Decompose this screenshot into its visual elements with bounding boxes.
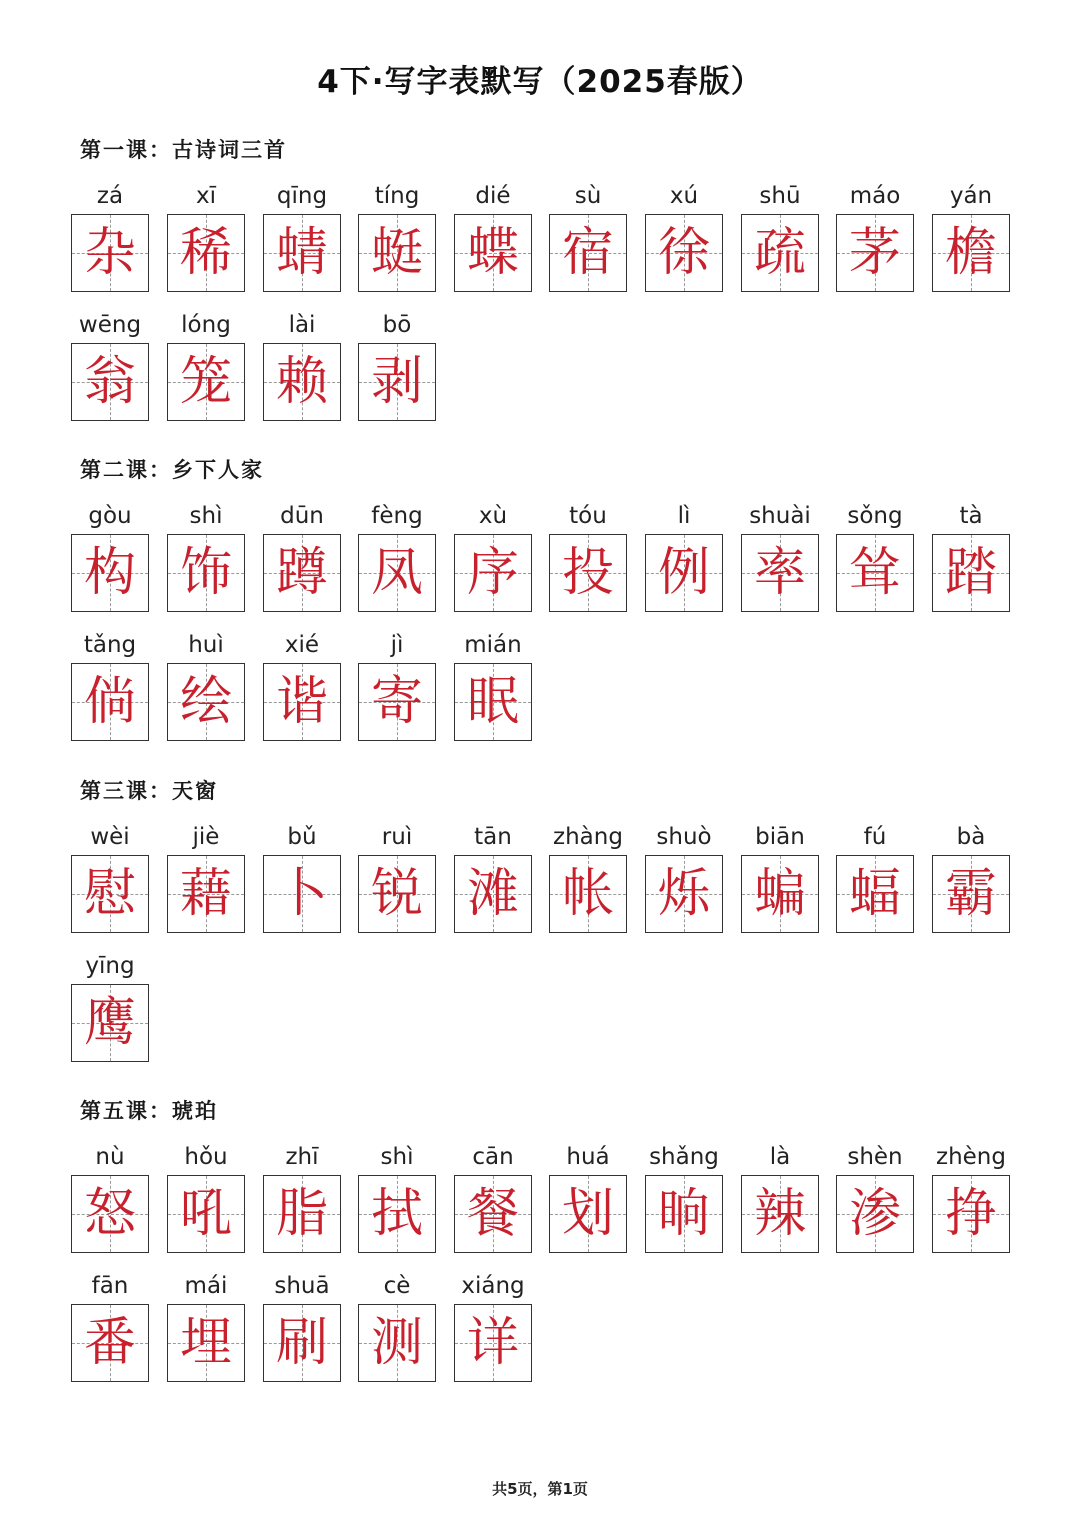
tianzige-box — [549, 534, 627, 612]
hanzi-character: 卜 — [275, 864, 328, 924]
lesson-heading: 第三课：天窗 — [80, 778, 218, 803]
hanzi-character: 辣 — [753, 1184, 806, 1244]
pinyin-label: shì — [380, 1144, 414, 1170]
tianzige-box — [645, 214, 723, 292]
hanzi-character: 例 — [657, 543, 710, 603]
hanzi-character: 餐 — [466, 1184, 519, 1244]
hanzi-character: 杂 — [83, 223, 136, 283]
pinyin-label: fèng — [371, 503, 423, 529]
pinyin-label: tān — [474, 824, 512, 850]
tianzige-box — [454, 214, 532, 292]
tianzige-box — [741, 1175, 819, 1253]
hanzi-character: 蝶 — [466, 223, 519, 283]
pinyin-label: sù — [574, 183, 602, 209]
hanzi-character: 倘 — [83, 672, 136, 732]
tianzige-box — [454, 663, 532, 741]
hanzi-character: 构 — [83, 543, 136, 603]
hanzi-character: 拭 — [370, 1184, 423, 1244]
page-footer: 共5页，第1页 — [492, 1480, 588, 1498]
pinyin-label: gòu — [88, 503, 132, 529]
pinyin-label: shuài — [749, 503, 811, 529]
hanzi-character: 渗 — [848, 1184, 901, 1244]
hanzi-character: 蝙 — [753, 864, 806, 924]
tianzige-box — [836, 214, 914, 292]
tianzige-box — [263, 214, 341, 292]
pinyin-label: bō — [382, 312, 412, 338]
pinyin-label: xù — [478, 503, 508, 529]
pinyin-label: jiè — [192, 824, 220, 850]
hanzi-character: 踏 — [944, 543, 997, 603]
tianzige-box — [263, 663, 341, 741]
hanzi-character: 疏 — [753, 223, 806, 283]
pinyin-label: xú — [669, 183, 699, 209]
hanzi-character: 檐 — [944, 223, 997, 283]
pinyin-label: qīng — [276, 183, 328, 209]
hanzi-character: 蝠 — [848, 864, 901, 924]
hanzi-character: 帐 — [561, 864, 614, 924]
pinyin-label: shū — [759, 183, 801, 209]
hanzi-character: 茅 — [848, 223, 901, 283]
tianzige-box — [549, 214, 627, 292]
hanzi-character: 藉 — [179, 864, 232, 924]
pinyin-label: shuā — [274, 1273, 330, 1299]
tianzige-box — [932, 214, 1010, 292]
tianzige-box — [358, 1175, 436, 1253]
pinyin-label: hǒu — [184, 1144, 228, 1170]
pinyin-label: lì — [677, 503, 691, 529]
tianzige-box — [358, 1304, 436, 1382]
tianzige-box — [71, 534, 149, 612]
pinyin-label: biān — [755, 824, 805, 850]
pinyin-label: là — [769, 1144, 791, 1170]
pinyin-label: fú — [863, 824, 887, 850]
hanzi-character: 稀 — [179, 223, 232, 283]
pinyin-label: wèi — [90, 824, 130, 850]
hanzi-character: 锐 — [370, 864, 423, 924]
tianzige-box — [71, 1175, 149, 1253]
pinyin-label: zhèng — [936, 1144, 1006, 1170]
pinyin-label: yán — [949, 183, 993, 209]
pinyin-label: zá — [96, 183, 124, 209]
hanzi-character: 谐 — [275, 672, 328, 732]
tianzige-box — [836, 534, 914, 612]
tianzige-box — [358, 214, 436, 292]
tianzige-box — [454, 1304, 532, 1382]
hanzi-character: 蜻 — [275, 223, 328, 283]
hanzi-character: 饰 — [179, 543, 232, 603]
tianzige-box — [454, 1175, 532, 1253]
tianzige-box — [741, 855, 819, 933]
tianzige-box — [932, 1175, 1010, 1253]
pinyin-label: xī — [195, 183, 216, 209]
lesson-heading: 第二课：乡下人家 — [80, 457, 264, 482]
tianzige-box — [358, 855, 436, 933]
hanzi-character: 霸 — [944, 864, 997, 924]
pinyin-label: shuò — [656, 824, 712, 850]
tianzige-box — [454, 534, 532, 612]
hanzi-character: 率 — [753, 543, 806, 603]
pinyin-label: mián — [464, 632, 522, 658]
hanzi-character: 序 — [466, 543, 519, 603]
tianzige-box — [71, 984, 149, 1062]
hanzi-character: 晌 — [657, 1184, 710, 1244]
pinyin-label: zhàng — [553, 824, 623, 850]
tianzige-box — [263, 1304, 341, 1382]
hanzi-character: 眠 — [466, 672, 519, 732]
pinyin-label: tǎng — [83, 632, 137, 658]
tianzige-box — [549, 855, 627, 933]
tianzige-box — [167, 343, 245, 421]
pinyin-label: cān — [472, 1144, 514, 1170]
hanzi-character: 宿 — [561, 223, 614, 283]
hanzi-character: 翁 — [83, 352, 136, 412]
pinyin-label: bǔ — [287, 824, 317, 850]
pinyin-label: tóu — [569, 503, 607, 529]
tianzige-box — [71, 663, 149, 741]
hanzi-character: 番 — [83, 1313, 136, 1373]
lesson-heading: 第五课：琥珀 — [80, 1098, 218, 1123]
tianzige-box — [167, 663, 245, 741]
hanzi-character: 寄 — [370, 672, 423, 732]
lesson-heading: 第一课：古诗词三首 — [80, 137, 287, 162]
tianzige-box — [645, 855, 723, 933]
pinyin-label: ruì — [381, 824, 413, 850]
hanzi-character: 挣 — [944, 1184, 997, 1244]
hanzi-character: 详 — [466, 1313, 519, 1373]
pinyin-label: wēng — [78, 312, 142, 338]
tianzige-box — [71, 1304, 149, 1382]
tianzige-box — [932, 534, 1010, 612]
pinyin-label: sǒng — [847, 503, 903, 529]
tianzige-box — [167, 214, 245, 292]
pinyin-label: tíng — [374, 183, 420, 209]
hanzi-character: 赖 — [275, 352, 328, 412]
hanzi-character: 徐 — [657, 223, 710, 283]
pinyin-label: jì — [390, 632, 404, 658]
hanzi-character: 鹰 — [83, 993, 136, 1053]
tianzige-box — [358, 534, 436, 612]
tianzige-box — [932, 855, 1010, 933]
tianzige-box — [71, 214, 149, 292]
tianzige-box — [836, 855, 914, 933]
tianzige-box — [167, 855, 245, 933]
tianzige-box — [167, 534, 245, 612]
tianzige-box — [645, 1175, 723, 1253]
hanzi-character: 刷 — [275, 1313, 328, 1373]
hanzi-character: 滩 — [466, 864, 519, 924]
tianzige-box — [263, 1175, 341, 1253]
pinyin-label: shì — [189, 503, 223, 529]
tianzige-box — [71, 343, 149, 421]
pinyin-label: dūn — [280, 503, 324, 529]
tianzige-box — [454, 855, 532, 933]
tianzige-box — [645, 534, 723, 612]
hanzi-character: 笼 — [179, 352, 232, 412]
pinyin-label: cè — [383, 1273, 411, 1299]
pinyin-label: dié — [475, 183, 511, 209]
tianzige-box — [263, 855, 341, 933]
pinyin-label: shèn — [847, 1144, 903, 1170]
hanzi-character: 凤 — [370, 543, 423, 603]
hanzi-character: 蹲 — [275, 543, 328, 603]
hanzi-character: 怒 — [83, 1184, 136, 1244]
tianzige-box — [263, 343, 341, 421]
tianzige-box — [167, 1175, 245, 1253]
pinyin-label: lóng — [181, 312, 231, 338]
hanzi-character: 蜓 — [370, 223, 423, 283]
pinyin-label: yīng — [85, 953, 135, 979]
hanzi-character: 绘 — [179, 672, 232, 732]
hanzi-character: 慰 — [83, 864, 136, 924]
pinyin-label: nù — [95, 1144, 125, 1170]
hanzi-character: 测 — [370, 1313, 423, 1373]
page-title: 4下·写字表默写（2025春版） — [317, 64, 763, 100]
hanzi-character: 脂 — [275, 1184, 328, 1244]
tianzige-box — [549, 1175, 627, 1253]
tianzige-box — [741, 534, 819, 612]
tianzige-box — [71, 855, 149, 933]
pinyin-label: xiáng — [461, 1273, 525, 1299]
tianzige-box — [741, 214, 819, 292]
hanzi-character: 剥 — [370, 352, 423, 412]
pinyin-label: bà — [956, 824, 986, 850]
pinyin-label: mái — [184, 1273, 228, 1299]
tianzige-box — [358, 663, 436, 741]
hanzi-character: 吼 — [179, 1184, 232, 1244]
pinyin-label: tà — [959, 503, 983, 529]
pinyin-label: huá — [566, 1144, 610, 1170]
hanzi-character: 划 — [561, 1184, 614, 1244]
pinyin-label: máo — [849, 183, 901, 209]
hanzi-character: 耸 — [848, 543, 901, 603]
pinyin-label: zhī — [285, 1144, 319, 1170]
tianzige-box — [358, 343, 436, 421]
pinyin-label: huì — [188, 632, 224, 658]
hanzi-character: 烁 — [657, 864, 710, 924]
pinyin-label: shǎng — [649, 1144, 719, 1170]
tianzige-box — [836, 1175, 914, 1253]
hanzi-character: 埋 — [179, 1313, 232, 1373]
pinyin-label: fān — [91, 1273, 129, 1299]
hanzi-character: 投 — [561, 543, 614, 603]
pinyin-label: lài — [288, 312, 316, 338]
tianzige-box — [167, 1304, 245, 1382]
tianzige-box — [263, 534, 341, 612]
pinyin-label: xié — [284, 632, 320, 658]
